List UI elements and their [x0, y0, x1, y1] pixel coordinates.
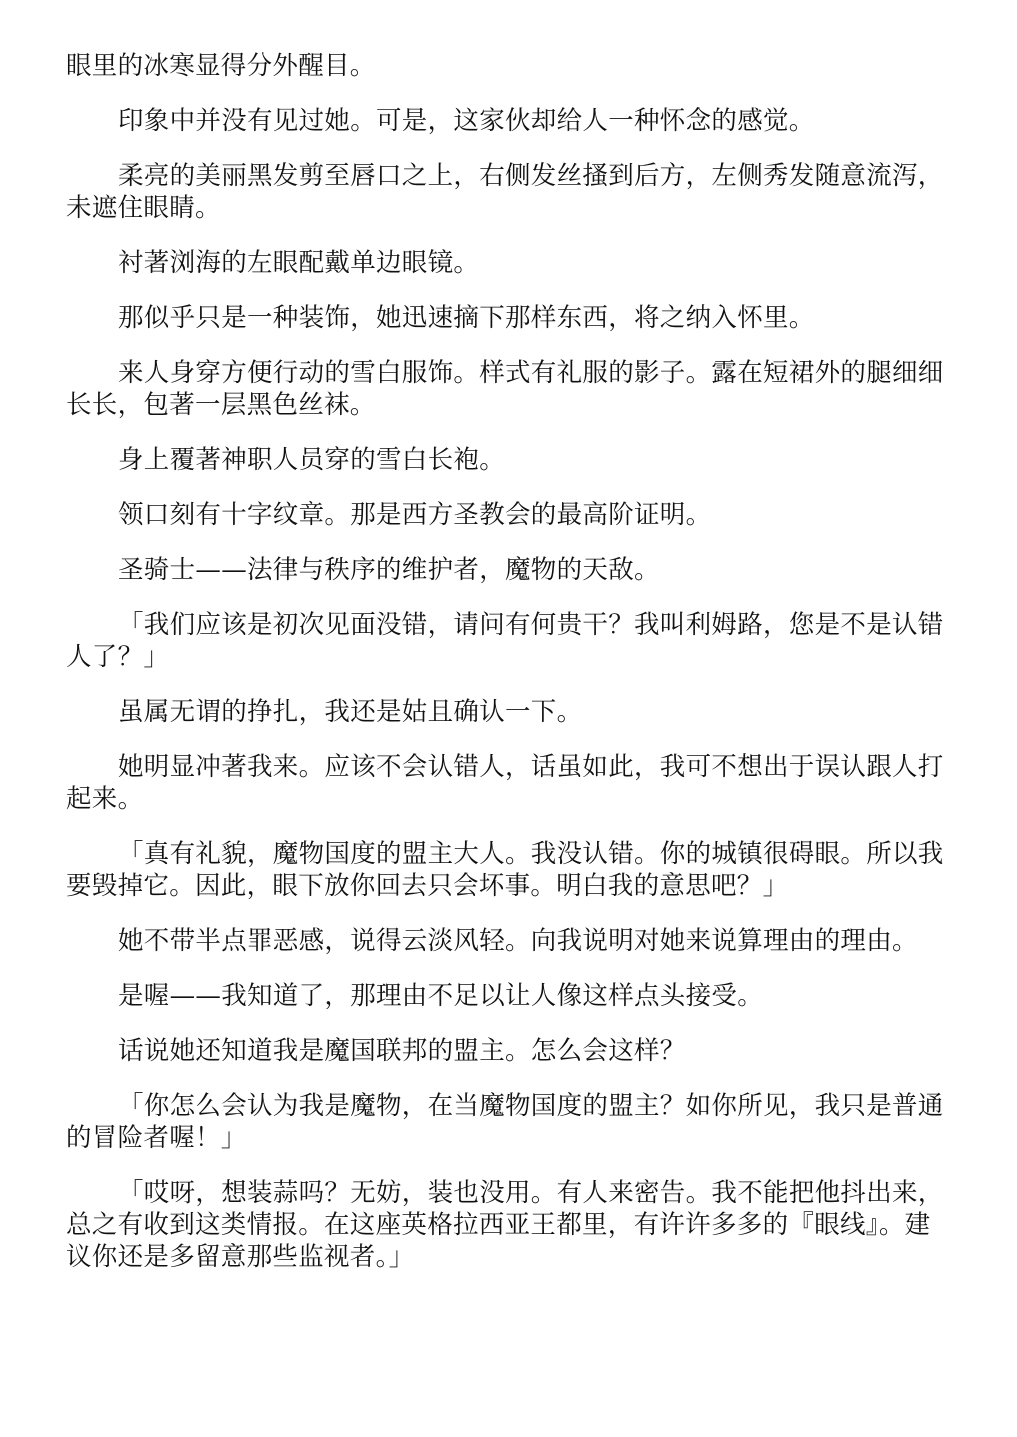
paragraph-18: 「哎呀，想装蒜吗？无妨，装也没用。有人来密告。我不能把他抖出来，总之有收到这类情报。在这座英格拉西亚王都里，有许许多多的『眼线』。建议你还是多留意那些监视者。」 [66, 1178, 944, 1272]
paragraph-15: 是喔——我知道了，那理由不足以让人像这样点头接受。 [118, 981, 764, 1011]
paragraph-2: 印象中并没有见过她。可是，这家伙却给人一种怀念的感觉。 [118, 106, 815, 136]
paragraph-17: 「你怎么会认为我是魔物，在当魔物国度的盟主？如你所见，我只是普通的冒险者喔！」 [66, 1091, 944, 1153]
paragraph-11: 虽属无谓的挣扎，我还是姑且确认一下。 [118, 697, 583, 727]
paragraph-3: 柔亮的美丽黑发剪至唇口之上，右侧发丝搔到后方，左侧秀发随意流泻，未遮住眼睛。 [66, 161, 944, 223]
paragraph-8: 领口刻有十字纹章。那是西方圣教会的最高阶证明。 [118, 500, 712, 530]
paragraph-13: 「真有礼貌，魔物国度的盟主大人。我没认错。你的城镇很碍眼。所以我要毁掉它。因此，眼下放你回去只会坏事。明白我的意思吧？」 [66, 839, 944, 901]
paragraph-1: 眼里的冰寒显得分外醒目。 [66, 51, 376, 81]
paragraph-16: 话说她还知道我是魔国联邦的盟主。怎么会这样？ [118, 1036, 686, 1066]
paragraph-6: 来人身穿方便行动的雪白服饰。样式有礼服的影子。露在短裙外的腿细细长长，包著一层黑色丝袜。 [66, 358, 944, 420]
paragraph-5: 那似乎只是一种装饰，她迅速摘下那样东西，将之纳入怀里。 [118, 303, 815, 333]
paragraph-9: 圣骑士——法律与秩序的维护者，魔物的天敌。 [118, 555, 660, 585]
paragraph-12: 她明显冲著我来。应该不会认错人，话虽如此，我可不想出于误认跟人打起来。 [66, 752, 944, 814]
paragraph-4: 衬著浏海的左眼配戴单边眼镜。 [118, 248, 480, 278]
paragraph-10: 「我们应该是初次见面没错，请问有何贵干？我叫利姆路，您是不是认错人了？」 [66, 610, 944, 672]
document-page [66, 50, 946, 1296]
paragraph-14: 她不带半点罪恶感，说得云淡风轻。向我说明对她来说算理由的理由。 [118, 926, 918, 956]
paragraph-7: 身上覆著神职人员穿的雪白长袍。 [118, 445, 506, 475]
